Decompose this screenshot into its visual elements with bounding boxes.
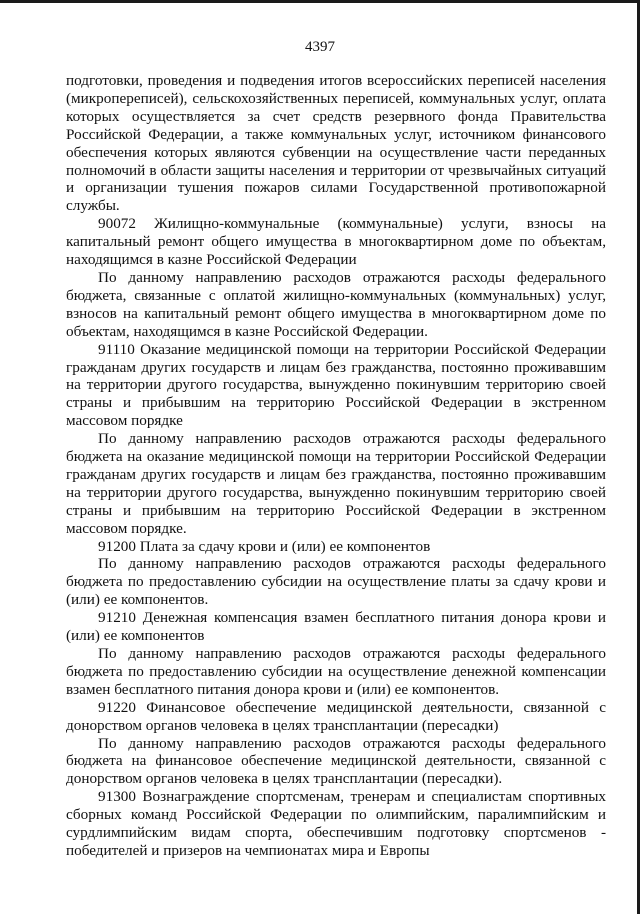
document-body bbox=[66, 72, 606, 860]
page-number: 4397 bbox=[305, 39, 335, 55]
paragraph-heading-90072: 90072 Жилищно-коммунальные (коммунальные) услуги, взносы на капитальный ремонт общего имущества в многоквартирном доме по объектам, находящимся в казне Российской Федерации bbox=[66, 215, 606, 269]
paragraph-description-91220: По данному направлению расходов отражаются расходы федерального бюджета на финансовое обеспечение медицинской деятельности, связанной с донорством органов человека в целях трансплантации (пересадки). bbox=[66, 734, 606, 788]
scan-edge-top bbox=[0, 0, 640, 3]
paragraph-heading-91210: 91210 Денежная компенсация взамен бесплатного питания донора крови и (или) ее компонентов bbox=[66, 609, 606, 645]
paragraph-description-90072: По данному направлению расходов отражаются расходы федерального бюджета, связанные с оплатой жилищно-коммунальных (коммунальных) услуг, взносов на капитальный ремонт общего имущества в многоквартирном доме по объектам, находящимся в казне Российской Федерации. bbox=[66, 268, 606, 340]
paragraph-description-91110: По данному направлению расходов отражаются расходы федерального бюджета на оказание медицинской помощи на территории Российской Федерации гражданам других государств и лицам без гражданства, постоянно проживавшим на территории другого государства, вынужденно покинувшим территорию своей страны и прибывшим на территорию Российской Федерации в экстренном массовом порядке. bbox=[66, 430, 606, 537]
paragraph-heading-91200: 91200 Плата за сдачу крови и (или) ее компонентов bbox=[98, 537, 431, 555]
paragraph-heading-91300: 91300 Вознаграждение спортсменам, тренерам и специалистам спортивных сборных команд Российской Федерации по олимпийским, паралимпийским и сурдлимпийским видам спорта, обеспечившим подготовку спортсменов - победителей и призеров на чемпионатах мира и Европы bbox=[66, 788, 606, 859]
paragraph-heading-91110: 91110 Оказание медицинской помощи на территории Российской Федерации гражданам других государств и лицам без гражданства, постоянно проживавшим на территории другого государства, вынужденно покинувшим территорию своей страны и прибывшим на территорию Российской Федерации в экстренном массовом порядке bbox=[66, 340, 606, 430]
paragraph-heading-91220: 91220 Финансовое обеспечение медицинской деятельности, связанной с донорством органов человека в целях трансплантации (пересадки) bbox=[66, 698, 606, 734]
paragraph-description-91210: По данному направлению расходов отражаются расходы федерального бюджета по предоставлению субсидии на осуществление денежной компенсации взамен бесплатного питания донора крови и (или) ее компонентов. bbox=[66, 645, 606, 698]
paragraph-description-91200: По данному направлению расходов отражаются расходы федерального бюджета по предоставлению субсидии на осуществление платы за сдачу крови и (или) ее компонентов. bbox=[66, 555, 606, 609]
paragraph-continuation: подготовки, проведения и подведения итогов всероссийских переписей населения (микропереписей), сельскохозяйственных переписей, коммунальных услуг, оплата которых осуществляется за счет средств резервного фонда Правительства Российской Федерации, а также коммунальных услуг, источником финансового обеспечения которых являются субвенции на осуществление части переданных полномочий в области защиты населения и территории от чрезвычайных ситуаций и организации тушения пожаров силами Государственной противопожарной службы. bbox=[66, 72, 606, 215]
